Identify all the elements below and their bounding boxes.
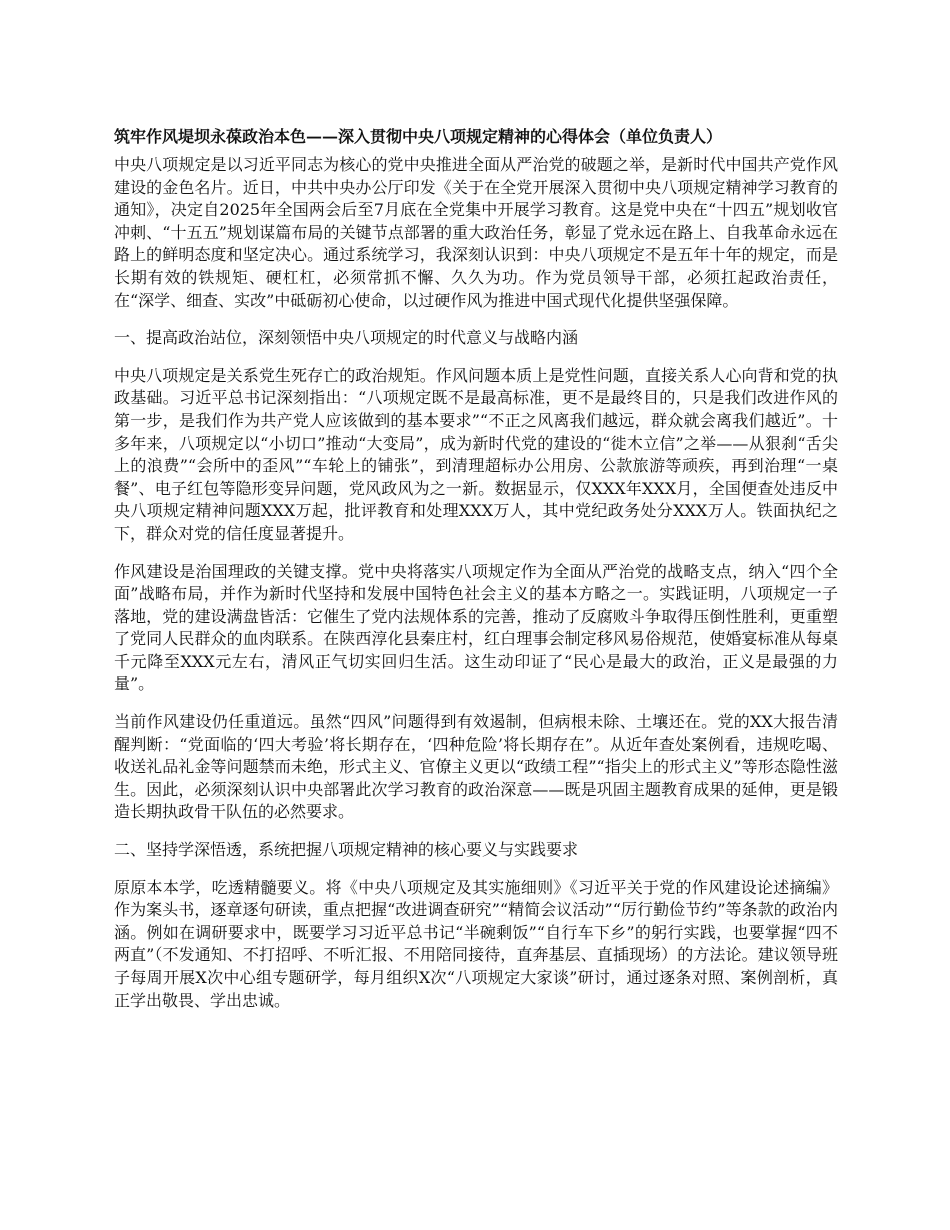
section-1-paragraph-2: 作风建设是治国理政的关键支撑。党中央将落实八项规定作为全面从严治党的战略支点，纳入“四个全面”战略布局，并作为新时代坚持和发展中国特色社会主义的基本方略之一。实践证明，八项规定一子落地，党的建设满盘皆活：它催生了党内法规体系的完善，推动了反腐败斗争取得压倒性胜利，更重塑了党同人民群众的血肉联系。在陕西淳化县秦庄村，红白理事会制定移风易俗规范，使婚宴标准从每桌千元降至XXX元左右，清风正气切实回归生活。这生动印证了“民心是最大的政治，正义是最强的力量”。 (114, 561, 838, 694)
section-1-paragraph-3: 当前作风建设仍任重道远。虽然“四风”问题得到有效遏制，但病根未除、土壤还在。党的XX大报告清醒判断：“党面临的‘四大考验’将长期存在，‘四种危险’将长期存在”。从近年查处案例看，违规吃喝、收送礼品礼金等问题禁而未绝，形式主义、官僚主义更以“政绩工程”“指尖上的形式主义”等形态隐性滋生。因此，必须深刻认识中央部署此次学习教育的政治深意——既是巩固主题教育成果的延伸，更是锻造长期执政骨干队伍的必然要求。 (114, 712, 838, 822)
section-1-paragraph-1: 中央八项规定是关系党生死存亡的政治规矩。作风问题本质上是党性问题，直接关系人心向背和党的执政基础。习近平总书记深刻指出：“八项规定既不是最高标准，更不是最终目的，只是我们改进作风的第一步，是我们作为共产党人应该做到的基本要求”“不正之风离我们越远，群众就会离我们越近”。十多年来，八项规定以“小切口”推动“大变局”，成为新时代党的建设的“徙木立信”之举——从狠刹“舌尖上的浪费”“会所中的歪风”“车轮上的铺张”，到清理超标办公用房、公款旅游等顽疾，再到治理“一桌餐”、电子红包等隐形变异问题，党风政风为之一新。数据显示，仅XXX年XXX月，全国便查处违反中央八项规定精神问题XXX万起，批评教育和处理XXX万人，其中党纪政务处分XXX万人。铁面执纪之下，群众对党的信任度显著提升。 (114, 365, 838, 543)
section-2-paragraph-1: 原原本本学，吃透精髓要义。将《中央八项规定及其实施细则》《习近平关于党的作风建设论述摘编》作为案头书，逐章逐句研读，重点把握“改进调查研究”“精简会议活动”“厉行勤俭节约”等条款的政治内涵。例如在调研要求中，既要学习习近平总书记“半碗剩饭”“自行车下乡”的躬行实践，也要掌握“四不两直”（不发通知、不打招呼、不听汇报、不用陪同接待，直奔基层、直插现场）的方法论。建议领导班子每周开展X次中心组专题研学，每月组织X次“八项规定大家谈”研讨，通过逐条对照、案例剖析，真正学出敬畏、学出忠诚。 (114, 877, 838, 1010)
section-2-heading: 二、坚持学深悟透，系统把握八项规定精神的核心要义与实践要求 (114, 840, 579, 860)
intro-paragraph: 中央八项规定是以习近平同志为核心的党中央推进全面从严治党的破题之举，是新时代中国共产党作风建设的金色名片。近日，中共中央办公厅印发《关于在全党开展深入贯彻中央八项规定精神学习教育的通知》，决定自2025年全国两会后至7月底在全党集中开展学习教育。这是党中央在“十四五”规划收官冲刺、“十五五”规划谋篇布局的关键节点部署的重大政治任务，彰显了党永远在路上、自我革命永远在路上的鲜明态度和坚定决心。通过系统学习，我深刻认识到：中央八项规定不是五年十年的规定，而是长期有效的铁规矩、硬杠杠，必须常抓不懈、久久为功。作为党员领导干部，必须扛起政治责任，在“深学、细查、实改”中砥砺初心使命，以过硬作风为推进中国式现代化提供坚强保障。 (114, 155, 838, 310)
document-page (114, 126, 838, 1027)
section-1-heading: 一、提高政治站位，深刻领悟中央八项规定的时代意义与战略内涵 (114, 328, 579, 348)
document-title: 筑牢作风堤坝永葆政治本色——深入贯彻中央八项规定精神的心得体会（单位负责人） (114, 127, 723, 146)
